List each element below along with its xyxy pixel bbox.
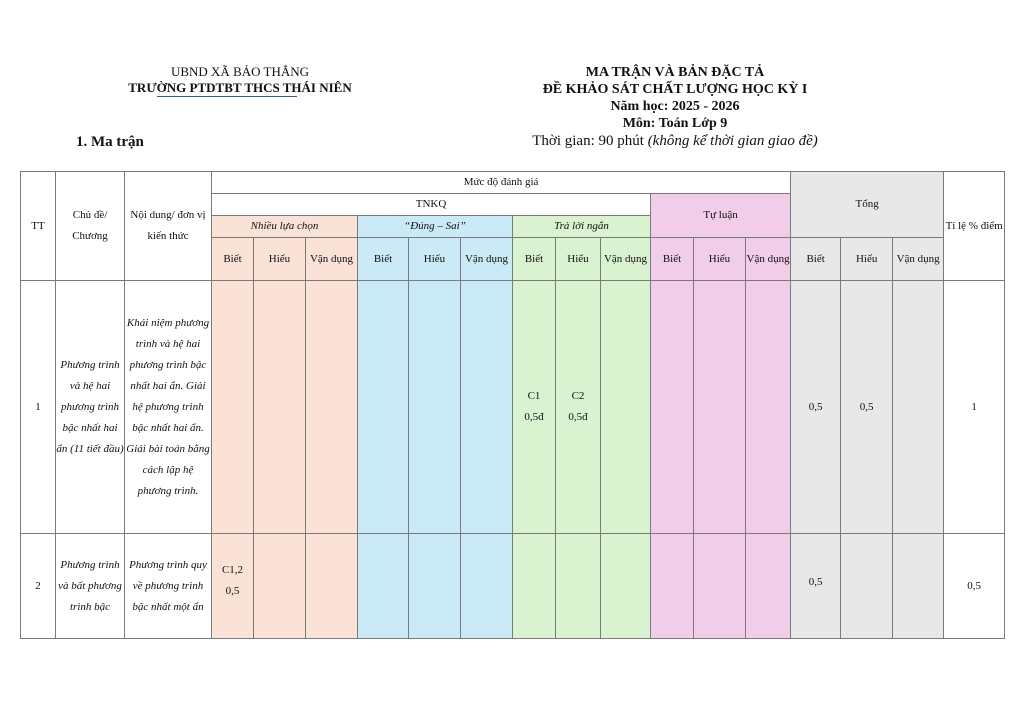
question-points: 0,5đ <box>568 411 588 423</box>
tf-know <box>358 281 409 534</box>
sa-understand <box>556 281 601 534</box>
doc-title: MA TRẬN VÀ BẢN ĐẶC TẢ <box>585 65 765 80</box>
school-year: Năm học: 2025 - 2026 <box>610 99 740 114</box>
mc-know <box>212 281 254 534</box>
level-understand: Hiểu <box>254 238 306 281</box>
level-apply: Vận dụng <box>893 238 944 281</box>
section-title: 1. Ma trận <box>76 134 144 150</box>
row-content: Khái niệm phương trình và hệ hai phương trình bậc nhất hai ẩn. Giải hệ phương trình bậc nhất hai ẩn. Giải bài toán bằng cách lập hệ phương trình. <box>125 281 212 534</box>
header-total: Tổng <box>791 172 944 238</box>
level-know: Biết <box>791 238 841 281</box>
level-know: Biết <box>358 238 409 281</box>
header-content: Nội dung/ đơn vị kiến thức <box>125 172 212 281</box>
level-apply: Vận dụng <box>306 238 358 281</box>
sa-apply <box>601 281 651 534</box>
sa-know <box>513 281 556 534</box>
total-know: 0,5 <box>791 534 841 639</box>
total-apply <box>893 534 944 639</box>
mc-know <box>212 534 254 639</box>
authority-name: UBND XÃ BẢO THẮNG <box>170 64 310 79</box>
question-points: 0,5 <box>225 585 240 597</box>
total-understand: 0,5 <box>841 281 893 534</box>
essay-know <box>651 534 694 639</box>
level-understand: Hiểu <box>841 238 893 281</box>
matrix-table <box>20 171 1005 639</box>
header-true-false: “Đúng – Sai” <box>358 216 513 238</box>
level-know: Biết <box>513 238 556 281</box>
level-understand: Hiểu <box>556 238 601 281</box>
header-tt: TT <box>21 172 56 281</box>
sa-know <box>513 534 556 639</box>
essay-apply <box>746 281 791 534</box>
header-topic: Chủ đề/ Chương <box>56 172 125 281</box>
essay-apply <box>746 534 791 639</box>
table-row <box>21 281 1005 534</box>
header-multiple-choice: Nhiều lựa chọn <box>212 216 358 238</box>
question-points: 0,5đ <box>524 411 544 423</box>
essay-understand <box>694 281 746 534</box>
school-name: TRƯỜNG PTDTBT THCS THÁI NIÊN <box>128 80 352 95</box>
question-ref: C2 <box>571 390 585 402</box>
exam-time <box>460 132 890 151</box>
header-assessment-level: Mức độ đánh giá <box>212 172 791 194</box>
tf-understand <box>409 534 461 639</box>
level-understand: Hiểu <box>409 238 461 281</box>
mc-apply <box>306 281 358 534</box>
header-right <box>460 64 890 151</box>
header-tnkq: TNKQ <box>212 194 651 216</box>
level-apply: Vận dụng <box>601 238 651 281</box>
level-apply: Vận dụng <box>461 238 513 281</box>
mc-understand <box>254 534 306 639</box>
total-know: 0,5 <box>791 281 841 534</box>
school-name-underline <box>157 96 297 97</box>
header-left <box>100 64 380 96</box>
doc-subtitle: ĐỀ KHẢO SÁT CHẤT LƯỢNG HỌC KỲ I <box>542 82 808 97</box>
time-label: Thời gian: 90 phút <box>532 133 648 149</box>
total-apply <box>893 281 944 534</box>
row-ratio: 0,5 <box>944 534 1005 639</box>
row-content: Phương trình quy về phương trình bậc nhất một ẩn <box>125 534 212 639</box>
header-short-answer: Trả lời ngắn <box>513 216 651 238</box>
question-ref: C1,2 <box>221 564 244 576</box>
tf-apply <box>461 281 513 534</box>
tf-understand <box>409 281 461 534</box>
level-understand: Hiểu <box>694 238 746 281</box>
row-ratio: 1 <box>944 281 1005 534</box>
table-row <box>21 534 1005 639</box>
tf-know <box>358 534 409 639</box>
mc-apply <box>306 534 358 639</box>
level-know: Biết <box>651 238 694 281</box>
tf-apply <box>461 534 513 639</box>
level-apply: Vận dụng <box>746 238 791 281</box>
subject: Môn: Toán Lớp 9 <box>622 116 728 131</box>
row-number: 1 <box>21 281 56 534</box>
essay-know <box>651 281 694 534</box>
level-know: Biết <box>212 238 254 281</box>
header-ratio: Tỉ lệ % điểm <box>944 172 1005 281</box>
sa-apply <box>601 534 651 639</box>
essay-understand <box>694 534 746 639</box>
header-essay: Tự luận <box>651 194 791 238</box>
row-topic: Phương trình và bất phương trình bậc <box>56 534 125 639</box>
row-topic: Phương trình và hệ hai phương trình bậc nhất hai ẩn (11 tiết đầu) <box>56 281 125 534</box>
total-understand <box>841 534 893 639</box>
question-ref: C1 <box>527 390 541 402</box>
mc-understand <box>254 281 306 534</box>
time-note: (không kể thời gian giao đề) <box>647 133 818 149</box>
sa-understand <box>556 534 601 639</box>
row-number: 2 <box>21 534 56 639</box>
